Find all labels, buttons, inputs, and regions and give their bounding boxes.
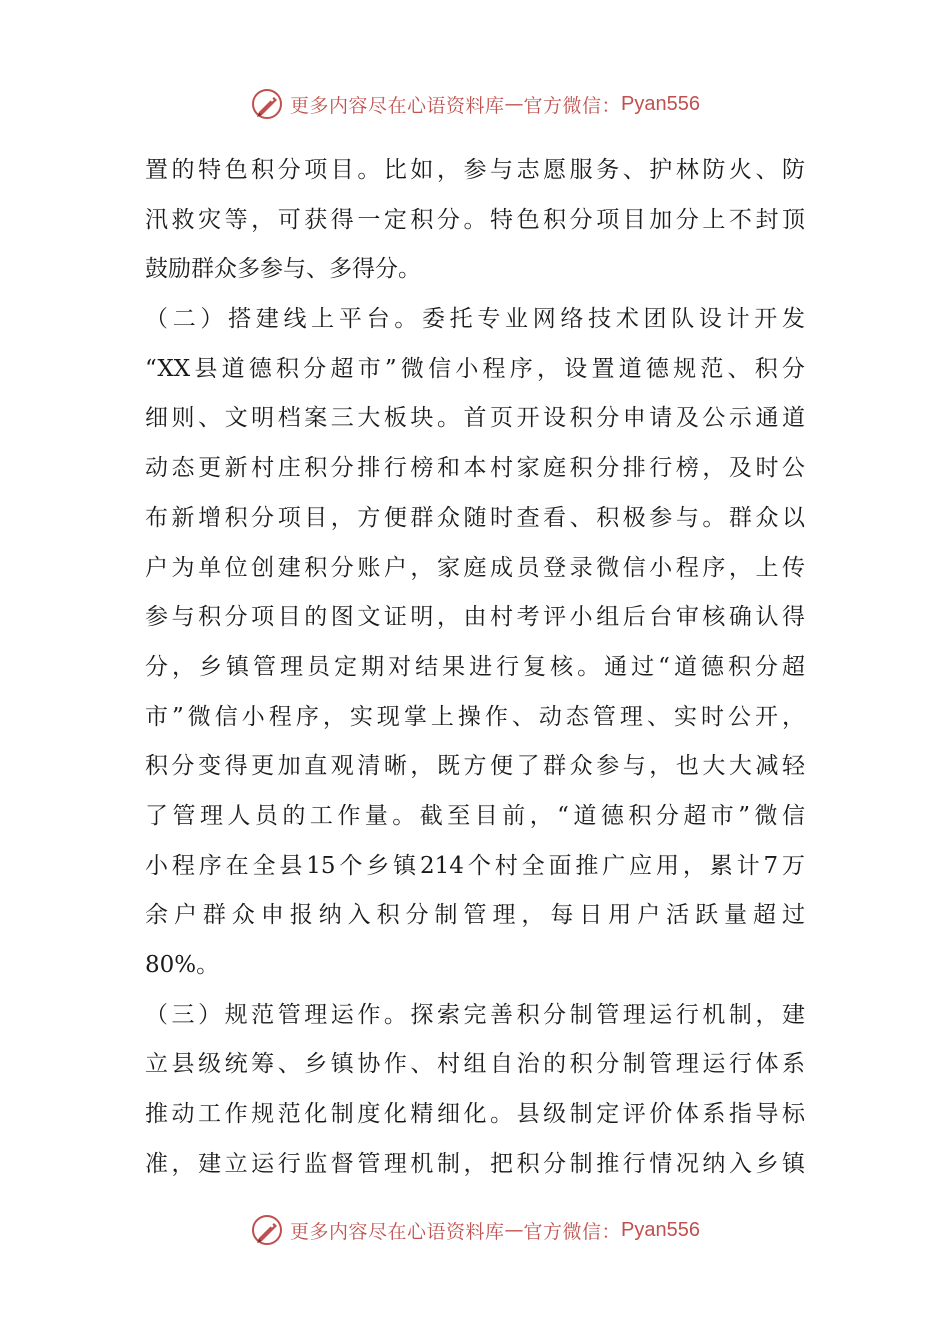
body-line: 推动工作规范化制度化精细化。县级制定评价体系指导标: [145, 1101, 805, 1128]
body-line: 余户群众申报纳入积分制管理，每日用户活跃量超过: [145, 902, 805, 929]
body-line: 立县级统筹、乡镇协作、村组自治的积分制管理运行体系: [145, 1051, 805, 1078]
body-line: （二）搭建线上平台。委托专业网络技术团队设计开发: [145, 306, 805, 333]
body-line: 80%。: [145, 952, 220, 978]
body-line: 了管理人员的工作量。截至目前，“道德积分超市”微信: [145, 802, 805, 829]
document-body: [145, 146, 805, 1189]
body-line: 鼓励群众多参与、多得分。: [145, 256, 421, 283]
watermark-text: 更多内容尽在心语资料库: [290, 1220, 505, 1243]
watermark-wechat-id: Pyan556: [621, 1218, 700, 1241]
body-line: 动态更新村庄积分排行榜和本村家庭积分排行榜，及时公: [145, 455, 805, 482]
watermark-text: 更多内容尽在心语资料库: [290, 94, 505, 117]
pen-logo-icon: [250, 87, 284, 121]
watermark-wechat-label: 官方微信：: [523, 94, 622, 117]
body-line: 细则、文明档案三大板块。首页开设积分申请及公示通道: [145, 405, 805, 432]
body-line: 户为单位创建积分账户，家庭成员登录微信小程序，上传: [145, 554, 805, 581]
body-line: 准，建立运行监督管理机制，把积分制推行情况纳入乡镇: [145, 1150, 805, 1177]
watermark-separator: —: [504, 93, 524, 115]
body-line: 参与积分项目的图文证明，由村考评小组后台审核确认得: [145, 604, 805, 631]
body-line: 市”微信小程序，实现掌上操作、动态管理、实时公开，: [145, 703, 805, 730]
body-line: 布新增积分项目，方便群众随时查看、积极参与。群众以: [145, 504, 805, 531]
header-watermark-banner: [0, 84, 950, 124]
pen-logo-icon: [250, 1213, 284, 1247]
watermark-wechat-id: Pyan556: [621, 92, 700, 115]
body-line: 小程序在全县15个乡镇214个村全面推广应用，累计7万: [145, 852, 805, 879]
watermark-wechat-label: 官方微信：: [523, 1220, 622, 1243]
body-line: 置的特色积分项目。比如，参与志愿服务、护林防火、防: [145, 157, 805, 183]
footer-watermark-banner: [0, 1210, 950, 1250]
watermark-separator: —: [504, 1219, 524, 1241]
body-line: 汛救灾等，可获得一定积分。特色积分项目加分上不封顶: [145, 206, 805, 233]
body-line: “XX县道德积分超市”微信小程序，设置道德规范、积分: [145, 355, 805, 382]
body-line: 分，乡镇管理员定期对结果进行复核。通过“道德积分超: [145, 653, 805, 680]
body-line: 积分变得更加直观清晰，既方便了群众参与，也大大减轻: [145, 753, 805, 780]
body-line: （三）规范管理运作。探索完善积分制管理运行机制，建: [145, 1001, 805, 1028]
